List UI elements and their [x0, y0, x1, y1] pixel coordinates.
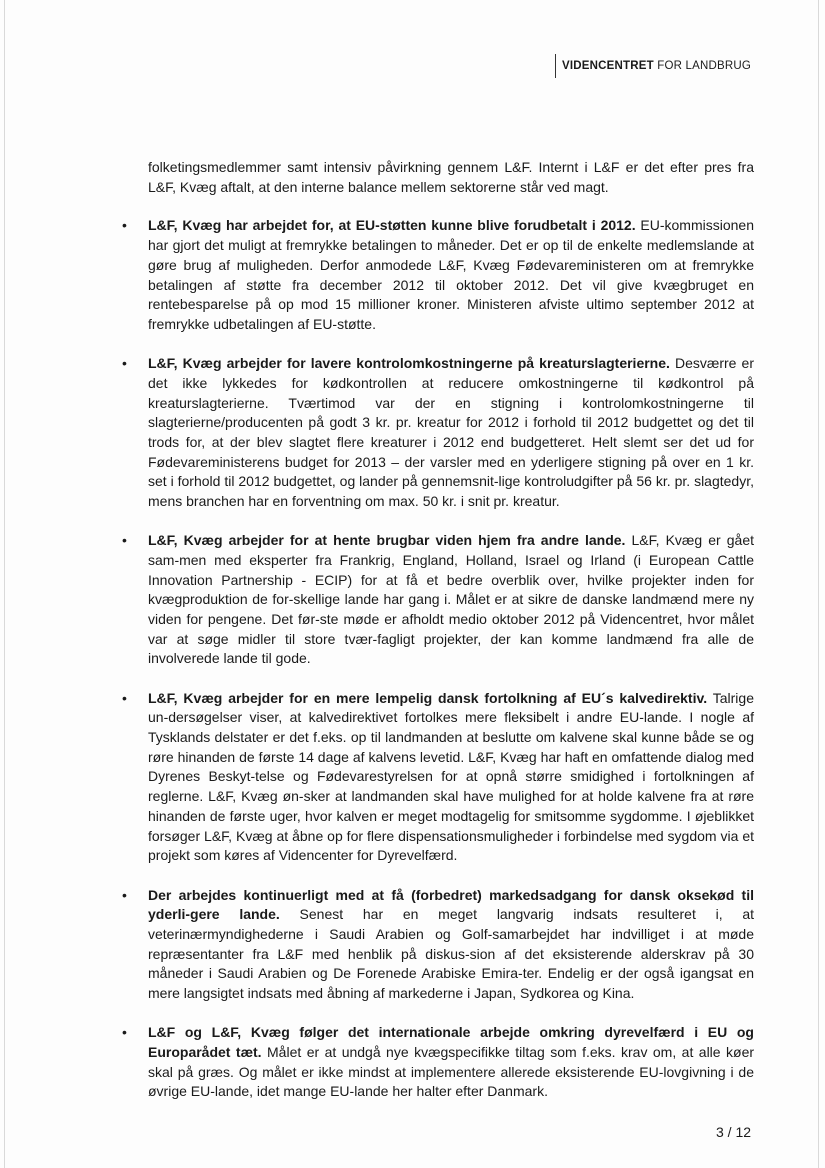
intro-paragraph: folketingsmedlemmer samt intensiv påvirkning gennem L&F. Internt i L&F er det efter pres fra L&F, Kvæg aftalt, at den interne balance mellem sektorerne står ved magt.: [148, 159, 754, 195]
bullet-lead: L&F, Kvæg arbejder for lavere kontrolomkostningerne på kreaturslagterierne.: [148, 355, 670, 372]
bullet-item: [122, 531, 754, 669]
bullet-lead: L&F, Kvæg har arbejdet for, at EU-støtten kunne blive forudbetalt i 2012.: [148, 217, 636, 234]
bullet-icon: •: [122, 1024, 127, 1041]
page-header: [555, 54, 751, 78]
bullet-item: [122, 216, 754, 334]
bullet-icon: •: [122, 532, 127, 549]
bullet-paragraph: [148, 354, 754, 512]
bullet-text: Talrige un-dersøgelser viser, at kalvedirektivet fortolkes mere fleksibelt i andre EU-lande. I nogle af Tysklands delstater er det f.eks. op til landmanden at beslutte om kalvene skal kunne både se og røre hinanden de første 14 dage af kalvens levetid. L&F, Kvæg har haft en omfattende dialog med Dyrenes Beskyt-telse og Fødevarestyrelsen for at opnå større smidighed i fortolkningen af reglerne. L&F, Kvæg øn-sker at landmanden skal have mulighed for at holde kalvene fra at røre hinanden de første uger, hvor kalven er meget modtagelig for smitsomme sygdomme. I øjeblikket forsøger L&F, Kvæg at åbne op for flere dispensationsmuligheder i forbindelse med sygdom via et projekt som køres af Videncenter for Dyrevelfærd.: [148, 689, 754, 864]
bullet-icon: •: [122, 886, 127, 903]
header-org-bold: VIDENCENTRET: [562, 60, 654, 72]
bullet-item: [122, 354, 754, 512]
bullet-text: Desværre er det ikke lykkedes for kødkontrollen at reducere omkostningerne til kødkontrol på kreaturslagterierne. Tværtimod var der en stigning i kontrolomkostningerne til slagterierne/producenten på godt 3 kr. pr. kreatur for 2012 i forhold til 2012 budgettet og det til trods for, at der blev slagtet flere kreaturer i 2012 end budgetteret. Helt slemt ser det ud for Fødevareministerens budget for 2013 – der varsler med en yderligere stigning på over en 1 kr. set i forhold til 2012 budgettet, og lander på gennemsnit-lige kontroludgifter på 56 kr. pr. slagtedyr, mens branchen har en forventning om max. 50 kr. i snit pr. kreatur.: [148, 355, 754, 510]
scan-edge-left: [4, 0, 5, 1168]
bullet-paragraph: [148, 216, 754, 334]
bullet-lead: Der arbejdes kontinuerligt med at få (forbedret) markedsadgang for dansk oksekød til yderli-gere lande.: [148, 886, 754, 923]
bullet-icon: •: [122, 689, 127, 706]
bullet-paragraph: [148, 531, 754, 669]
bullet-item: [122, 1023, 755, 1102]
bullet-paragraph: [148, 886, 754, 1004]
bullet-paragraph: [148, 1023, 754, 1102]
bullet-paragraph: [148, 689, 754, 866]
bullet-lead: L&F, Kvæg arbejder for at hente brugbar viden hjem fra andre lande.: [148, 532, 626, 549]
bullet-lead: L&F, Kvæg arbejder for en mere lempelig dansk fortolkning af EU´s kalvedirektiv.: [148, 689, 708, 706]
scan-edge-right: [818, 0, 819, 1168]
header-org-rest: FOR LANDBRUG: [657, 60, 752, 72]
page-number: 3 / 12: [716, 1124, 752, 1140]
bullet-text: L&F, Kvæg er gået sam-men med eksperter fra Frankrig, England, Holland, Israel og Irland (i European Cattle Innovation Partnership - ECIP) for at få et bedre overblik over, hvilke projekter inden for kvægproduktion de for-skellige lande har gang i. Målet er at sikre de danske landmænd mere ny viden for pengene. Det før-ste møde er afholdt medio oktober 2012 på Videncentret, hvor målet var at søge midler til store tvær-fagligt projekter, der kan komme landmænd fra alle de involverede lande til gode.: [148, 532, 754, 667]
bullet-text: Målet er at undgå nye kvægspecifikke tiltag som f.eks. krav om, at alle køer skal på græs. Og målet er ikke mindst at implementere allerede eksisterende EU-lovgivning i de øvrige EU-lande, idet mange EU-lande her halter efter Danmark.: [148, 1043, 755, 1100]
body-text: [122, 158, 755, 1122]
bullet-text: Senest har en meget langvarig indsats resulteret i, at veterinærmyndighederne i Saudi Arabien og Golf-samarbejdet har indvilliget i at møde repræsentanter fra L&F med henblik på diskus-sion af det eksisterende alderskrav på 30 måneder i Saudi Arabien og De Forenede Arabiske Emira-ter. Endelig er der også igangsat en mere langsigtet indsats med åbning af markederne i Japan, Sydkorea og Kina.: [148, 906, 755, 1002]
bullet-icon: •: [122, 355, 127, 372]
bullet-icon: •: [122, 217, 127, 234]
bullet-text: EU-kommissionen har gjort det muligt at fremrykke betalingen to måneder. Det er op til de enkelte medlemslande at gøre brug af muligheden. Derfor anmodede L&F, Kvæg Fødevareministeren om at fremrykke betalingen af støtte fra december 2012 til oktober 2012. Det vil give kvægbruget en rentebesparelse på op mod 15 millioner kroner. Ministeren afviste ultimo september 2012 at fremrykke udbetalingen af EU-støtte.: [148, 217, 754, 332]
bullet-item: [122, 689, 754, 866]
bullet-item: [122, 886, 755, 1004]
bullet-lead: L&F og L&F, Kvæg følger det internationale arbejde omkring dyrevelfærd i EU og Europarådet tæt.: [148, 1024, 754, 1060]
